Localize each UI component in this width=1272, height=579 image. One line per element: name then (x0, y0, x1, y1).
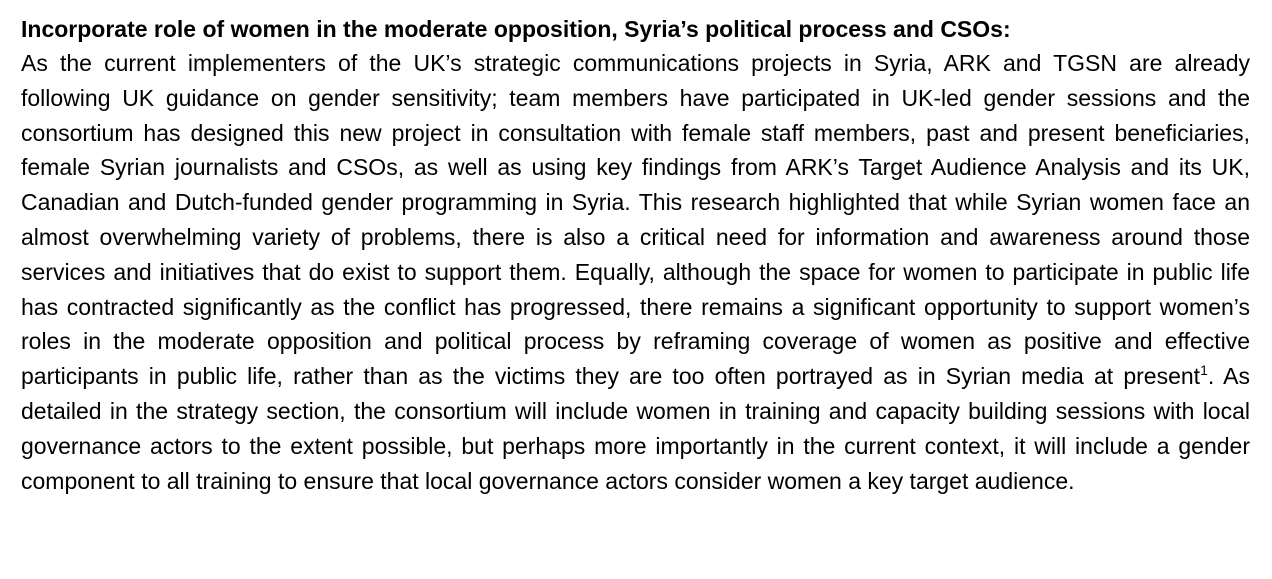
footnote-marker[interactable]: 1 (1200, 362, 1208, 379)
body-paragraph (21, 46, 1250, 498)
document-section (21, 12, 1250, 498)
paragraph-text-part2: . As detailed in the strategy section, the consortium will include women in training and capacity building sessions with local governance actors to the extent possible, but perhaps more importantly in the current context, it will include a gender component to all training to ensure that local governance actors consider women a key target audience. (21, 363, 1250, 494)
paragraph-text-part1: As the current implementers of the UK’s strategic communications projects in Syria, ARK and TGSN are already following UK guidance on gender sensitivity; team members have participated in UK-led gender sessions and the consortium has designed this new project in consultation with female staff members, past and present beneficiaries, female Syrian journalists and CSOs, as well as using key findings from ARK’s Target Audience Analysis and its UK, Canadian and Dutch-funded gender programming in Syria. This research highlighted that while Syrian women face an almost overwhelming variety of problems, there is also a critical need for information and awareness around those services and initiatives that do exist to support them. Equally, although the space for women to participate in public life has contracted significantly as the conflict has progressed, there remains a significant opportunity to support women’s roles in the moderate opposition and political process by reframing coverage of women as positive and effective participants in public life, rather than as the victims they are too often portrayed as in Syrian media at present (21, 50, 1250, 390)
section-heading: Incorporate role of women in the moderate opposition, Syria’s political process and CSOs: (21, 16, 1011, 42)
